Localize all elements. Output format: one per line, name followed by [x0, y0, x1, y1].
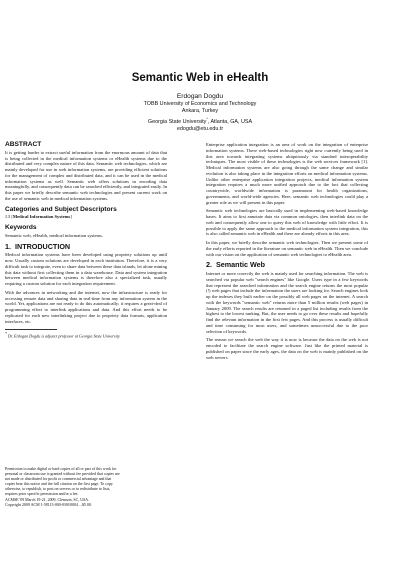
affiliation-2-mark: * — [206, 116, 208, 121]
copyright-line: Copyright 2009 ACM 1-58113-000-0/00/0004 ...$5.00. — [5, 501, 92, 507]
permission-line: Permission to make digital or hard copies of all or part of this work for — [5, 466, 117, 471]
semantic-web-paragraph-1: Internet or more correctly the web is mainly used for searching information. The web is searched via popular web "search engines" like Google. Users type in a few keywords that represent the searched information and the search engine returns the most popular (!) web pages that include the information the users are looking for. Search engines look up the indexes they built earlier on the possibly all web pages on the internet. A search with the keywords "semantic web" returns more than 5 million results (web pages) in January 2009. The search results are returned in a paged list including results from the highest to the lowest ranking. But, the user needs to go over these results and hopefully find the relevant information in the first few pages. And this process is usually difficult and time consuming for most users, and sometimes unsuccessful due to the poor selection of keywords. — [206, 271, 368, 334]
section-1-title: INTRODUCTION — [15, 241, 71, 251]
right-column — [206, 142, 368, 363]
keywords-heading: Keywords — [5, 224, 37, 231]
categories-code: J.3 [ — [5, 214, 13, 220]
intro-paragraph-1: Medical information systems have been developed using propriety solutions up until now. Usually custom solutions are developed in each institution. Therefore, it is a very difficult task to integrate, even to share data between these data islands, let alone mining this data without first collecting them in a data warehouse. Data and system integration between medical information systems is therefore also a specialized task, usually requiring a custom solution for each integration requirement. — [5, 252, 167, 286]
semantic-web-paragraph-2: The reason we search the web the way it is now is because the data on the web is not encoded to facilitate the search engine software. Just like the printed material is published on paper since the early ages, the data on the web is mainly published on the web servers — [206, 337, 368, 360]
footnote-mark: * — [5, 332, 7, 337]
conference-line: ACMSE '09 March 19-21, 2009, Clemson, SC, USA. — [5, 496, 90, 502]
author-block — [0, 92, 400, 133]
section-2-heading — [206, 262, 368, 268]
affiliation-2-line — [0, 116, 400, 126]
permission-line: copies bear this notice and the full citation on the first page. To copy — [5, 481, 113, 487]
keywords-text: Semantic web, eHealth, medical information systems. — [5, 232, 103, 238]
permission-line: otherwise, to republish, to post on servers or to redistribute to lists, — [5, 486, 111, 492]
categories-bold: Medical Information Systems — [12, 214, 71, 220]
abstract-text: It is getting harder to extract useful information from the enormous amount of data that is being collected in the medical information systems or eHealth systems due to the distributed and very complex nature of this data. Semantic web technologies, which are mainly developed for use in web information systems, are providing efficient solutions for the management of complex and distributed data, and it can be used in the medical information systems as well. Semantic web offers solutions in encoding data meaningfully, and consequently data can be searched efficiently, and integrated easily. In this paper we briefly describe semantic web technologies and present current work on the use of semantic web in medical information systems. — [5, 149, 167, 201]
left-column — [5, 142, 167, 339]
permission-line: personal or classroom use is granted without fee provided that copies are — [5, 471, 120, 477]
affiliation-1: TOBB University of Economics and Technology — [143, 101, 257, 107]
footnote-text: Dr. Erdogan Dogdu is adjunct professor at Georgia State University — [6, 333, 120, 339]
section-1-heading — [5, 241, 167, 251]
abstract-heading: ABSTRACT — [5, 141, 42, 148]
author-email: edogdu@etu.edu.tr — [176, 125, 224, 132]
location-1: Ankara, Turkey — [181, 108, 219, 115]
categories-heading: Categories and Subject Descriptors — [5, 205, 117, 213]
right-paragraph-3: In this paper, we briefly describe semantic web technologies. Then we present some of the early efforts reported in the literature on semantic web in eHealth. Then we conclude with our vision on the application of semantic web technologies to eHealth area. — [206, 240, 368, 257]
intro-paragraph-2: With the advances in networking and the internet, now the infrastructure is ready for accessing remote data and sharing data in real-time from any information system in the world. Yet, applications are not ready to do this automatically; it requires a great-deal of programming effort to interlink applications and data. And this effort needs to be replicated for each new interlinking project due to propriety data formats, application interfaces, etc. — [5, 289, 167, 324]
paper-title: Semantic Web in eHealth — [131, 72, 269, 84]
permission-block — [5, 466, 167, 507]
right-paragraph-2: Semantic web technologies are basically used in implementing web-based knowledge bases. It aims to first annotate data via common ontologies, then interlink data on the web and consequently allow one to query this web of knowledge with little effort. It is possible to apply the same approach to the medical information system integration, this is also called semantic web in eHealth and there are already efforts in this area. — [206, 208, 368, 237]
affiliation-2: Georgia State University — [147, 118, 207, 125]
footnote-rule — [5, 329, 57, 330]
location-2: , Atlanta, GA, USA — [207, 118, 253, 125]
section-1-number: 1. — [5, 241, 11, 251]
permission-line: requires prior specific permission and/or a fee. — [5, 491, 79, 497]
categories-end: ] — [70, 214, 72, 220]
footnote — [5, 332, 167, 339]
author-name: Erdogan Dogdu — [176, 93, 224, 100]
section-2-title: Semantic Web — [216, 260, 265, 270]
section-2-number: 2. — [206, 260, 212, 270]
categories-text — [5, 214, 167, 220]
right-paragraph-1: Enterprise application integration is an area of work on the integration of enterprise information systems. There web-based technologies right now currently being used in this area towards integrating systems ubiquitously via standard interoperability techniques. The most visible of these technologies is the web services framework [1]. Medical information systems are also going through the same change and similar evolution is also taking place in the integration efforts on medical information systems. Unlike other enterprise application integration projects, medical information system integration requires a much more unified approach due to the fact that collecting countrywide, worldwide information is paramount for health organizations, governments, and world-wide agencies. Here, semantic web technologies could play a greater role as we will present in this paper. — [206, 142, 368, 205]
permission-line: not made or distributed for profit or commercial advantage and that — [5, 476, 112, 482]
